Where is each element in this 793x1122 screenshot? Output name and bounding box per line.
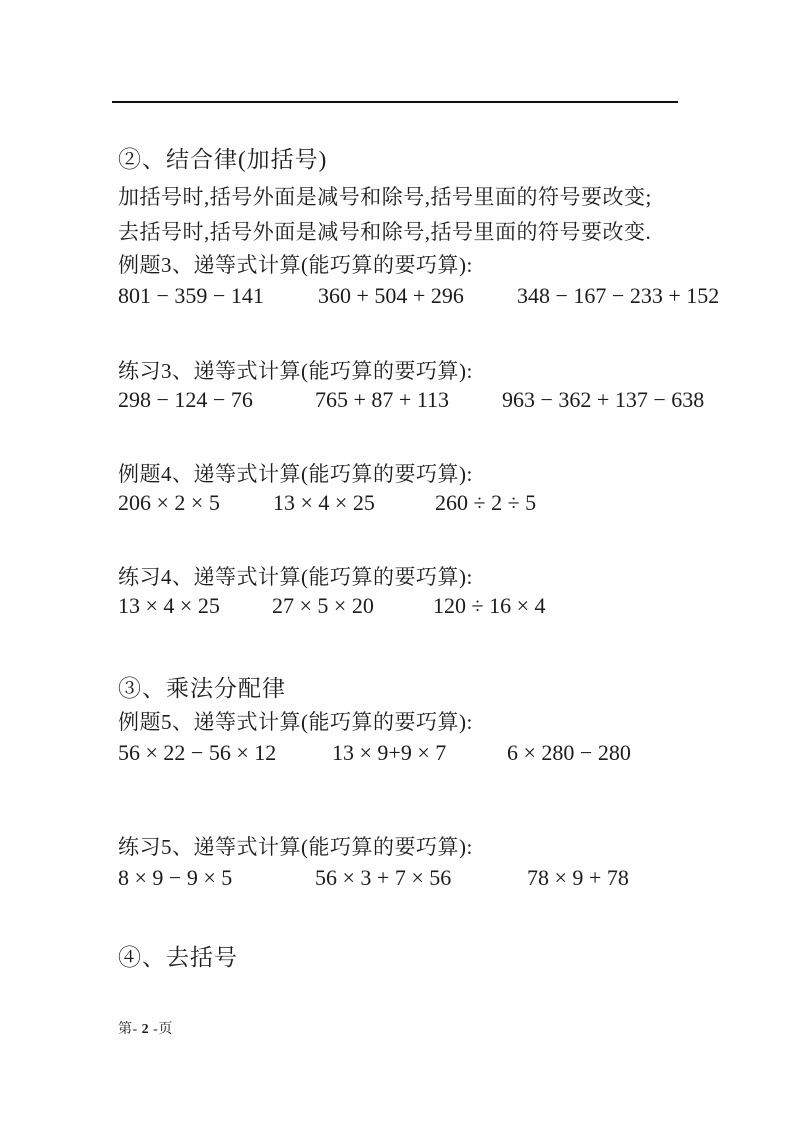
expression: 963 − 362 + 137 − 638 [502, 387, 705, 412]
example3-expressions [0, 283, 793, 313]
expression: 6 × 280 − 280 [507, 740, 631, 765]
expression: 120 ÷ 16 × 4 [433, 593, 546, 618]
practice5-label: 练习5、递等式计算(能巧算的要巧算): [118, 835, 473, 859]
example5-label: 例题5、递等式计算(能巧算的要巧算): [118, 710, 473, 734]
practice5-expressions [0, 865, 793, 895]
practice4-label: 练习4、递等式计算(能巧算的要巧算): [118, 565, 473, 589]
expression: 360 + 504 + 296 [318, 283, 464, 308]
footer-page-number: 2 [141, 1022, 150, 1037]
expression: 13 × 4 × 25 [273, 490, 375, 515]
page-footer [118, 1018, 173, 1038]
rule-note-add-parentheses: 加括号时,括号外面是减号和除号,括号里面的符号要改变; [118, 185, 652, 209]
expression: 78 × 9 + 78 [527, 865, 629, 890]
footer-prefix: 第- [118, 1022, 142, 1037]
practice3-label: 练习3、递等式计算(能巧算的要巧算): [118, 359, 473, 383]
expression: 13 × 9+9 × 7 [332, 740, 447, 765]
expression: 206 × 2 × 5 [118, 490, 220, 515]
expression: 765 + 87 + 113 [315, 387, 449, 412]
expression: 8 × 9 − 9 × 5 [118, 865, 233, 890]
expression: 56 × 3 + 7 × 56 [315, 865, 452, 890]
rule-note-remove-parentheses: 去括号时,括号外面是减号和除号,括号里面的符号要改变. [118, 220, 652, 244]
expression: 27 × 5 × 20 [272, 593, 374, 618]
expression: 260 ÷ 2 ÷ 5 [435, 490, 537, 515]
practice4-expressions [0, 593, 793, 623]
section-heading-associative: ②、结合律(加括号) [118, 147, 328, 172]
header-rule [112, 101, 678, 103]
section-heading-distributive: ③、乘法分配律 [118, 676, 286, 701]
expression: 348 − 167 − 233 + 152 [517, 283, 720, 308]
example5-expressions [0, 740, 793, 770]
expression: 13 × 4 × 25 [118, 593, 220, 618]
practice3-expressions [0, 387, 793, 417]
expression: 56 × 22 − 56 × 12 [118, 740, 277, 765]
example4-label: 例题4、递等式计算(能巧算的要巧算): [118, 462, 473, 486]
expression: 801 − 359 − 141 [118, 283, 264, 308]
example3-label: 例题3、递等式计算(能巧算的要巧算): [118, 253, 473, 277]
footer-suffix: -页 [149, 1022, 173, 1037]
expression: 298 − 124 − 76 [118, 387, 253, 412]
section-heading-remove-parentheses: ④、去括号 [118, 945, 238, 970]
example4-expressions [0, 490, 793, 520]
